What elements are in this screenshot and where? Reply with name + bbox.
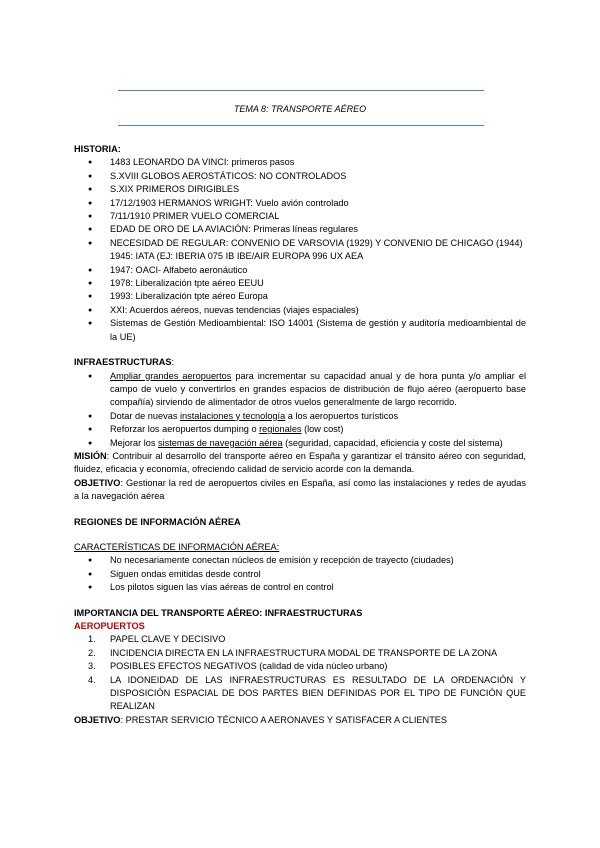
list-item: ● Mejorar los sistemas de navegación aérea (seguridad, capacidad, eficiencia y coste del sistema) <box>74 437 526 450</box>
list-item: ● Ampliar grandes aeropuertos para incrementar su capacidad anual y de hora punta y/o ampliar el campo de vuelo y convertirlos en grandes espacios de distribución de flujo aéreo (aeropuerto base compañía) sirviendo de alimentador de otros vuelos generalmente de largo recorrido. <box>74 370 526 410</box>
title-rule-top <box>118 90 484 91</box>
mision-paragraph: MISIÓN: Contribuir al desarrollo del transporte aéreo en España y garantizar el tránsito aéreo con seguridad, fluidez, eficacia y economía, ofreciendo calidad de servicio acorde con la demanda. <box>74 450 526 475</box>
list-item: ● 1993: Liberalización tpte aéreo Europa <box>74 290 526 303</box>
list-item: ● Sistemas de Gestión Medioambiental: ISO 14001 (Sistema de gestión y auditoría medioambiental de la UE) <box>74 317 526 344</box>
list-item: ● Los pilotos siguen las vías aéreas de control en control <box>74 581 526 594</box>
list-item: ● 1947: OACI- Alfabeto aeronáutico <box>74 264 526 277</box>
aeropuertos-subheading: AEROPUERTOS <box>74 621 145 631</box>
document-body <box>74 143 526 727</box>
importancia-list <box>74 633 526 713</box>
list-item: ● S.XVIII GLOBOS AEROSTÁTICOS: NO CONTROLADOS <box>74 170 526 183</box>
objetivo-final: OBJETIVO: PRESTAR SERVICIO TÉCNICO A AERONAVES Y SATISFACER A CLIENTES <box>74 714 448 725</box>
list-item: ● 1483 LEONARDO DA VINCI: primeros pasos <box>74 156 526 169</box>
list-item: 1. PAPEL CLAVE Y DECISIVO <box>88 634 226 645</box>
title-rule-bottom <box>118 125 484 126</box>
caracteristicas-list <box>74 554 526 594</box>
list-item: ● No necesariamente conectan núcleos de emisión y recepción de trayecto (ciudades) <box>74 554 526 567</box>
caracteristicas-heading: CARACTERÍSTICAS DE INFORMACIÓN AÉREA: <box>74 541 280 552</box>
list-item: 4. LA IDONEIDAD DE LAS INFRAESTRUCTURAS ES RESULTADO DE LA ORDENACIÓN Y DISPOSICIÓN ESPACIAL DE DOS PARTES BIEN DEFINIDAS POR EL TIPO DE FUNCIÓN QUE REALIZAN <box>88 674 526 712</box>
regiones-heading: REGIONES DE INFORMACIÓN AÉREA <box>74 516 241 527</box>
historia-list <box>74 156 526 344</box>
list-item: ● XXI: Acuerdos aéreos, nuevas tendencias (viajes espaciales) <box>74 304 526 317</box>
document-title: TEMA 8: TRANSPORTE AÉREO <box>233 104 367 114</box>
list-item: ● NECESIDAD DE REGULAR: CONVENIO DE VARSOVIA (1929) Y CONVENIO DE CHICAGO (1944) 1945: IATA (EJ: IBERIA 075 IB IBE/AIR EUROPA 996 UX AEA <box>74 237 526 264</box>
list-item: ● Dotar de nuevas instalaciones y tecnología a los aeropuertos turísticos <box>74 410 526 423</box>
list-item: ● Siguen ondas emitidas desde control <box>74 568 526 581</box>
list-item: ● S.XIX PRIMEROS DIRIGIBLES <box>74 183 526 196</box>
list-item: ● Reforzar los aeropuertos dumping o regionales (low cost) <box>74 423 526 436</box>
infra-heading: INFRAESTRUCTURAS: <box>74 357 175 368</box>
list-item: ● EDAD DE ORO DE LA AVIACIÓN: Primeras líneas regulares <box>74 223 526 236</box>
importancia-heading: IMPORTANCIA DEL TRANSPORTE AÉREO: INFRAESTRUCTURAS <box>74 607 363 618</box>
list-item: 3. POSIBLES EFECTOS NEGATIVOS (calidad de vida núcleo urbano) <box>88 661 388 672</box>
infra-list <box>74 370 526 450</box>
list-item: 2. INCIDENCIA DIRECTA EN LA INFRAESTRUCTURA MODAL DE TRANSPORTE DE LA ZONA <box>88 647 498 658</box>
historia-heading: HISTORIA: <box>74 144 121 154</box>
list-item: ● 7/11/1910 PRIMER VUELO COMERCIAL <box>74 210 526 223</box>
list-item: ● 1978: Liberalización tpte aéreo EEUU <box>74 277 526 290</box>
objetivo-paragraph: OBJETIVO: Gestionar la red de aeropuertos civiles en España, así como las instalaciones y redes de ayudas a la navegación aérea <box>74 477 526 502</box>
list-item: ● 17/12/1903 HERMANOS WRIGHT: Vuelo avión controlado <box>74 197 526 210</box>
